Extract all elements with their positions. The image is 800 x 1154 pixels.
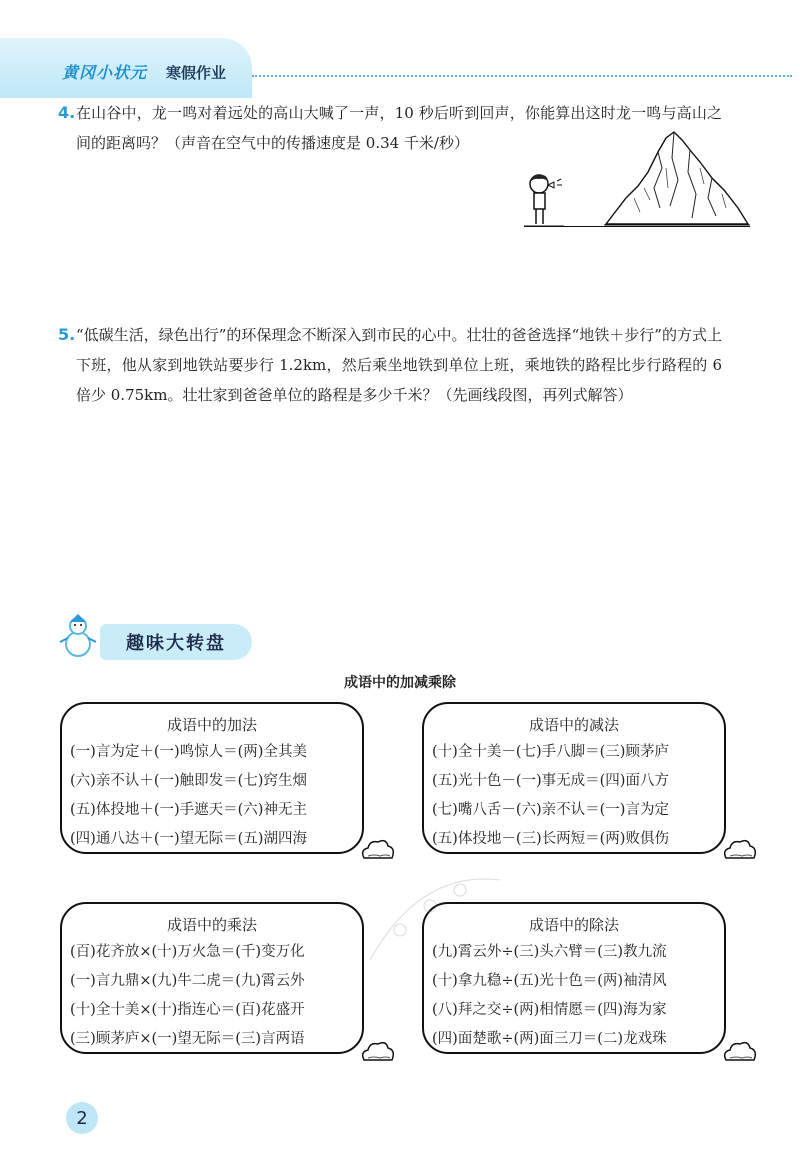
idiom-box-multiplication (60, 902, 364, 1054)
idiom-equation: (七)嘴八舌－(六)亲不认＝(一)言为定 (432, 802, 669, 818)
idiom-equation: (五)光十色－(一)事无成＝(四)面八方 (432, 773, 669, 789)
page-number: 2 (66, 1102, 98, 1134)
brand-logo: 黄冈小状元 (62, 63, 148, 82)
idiom-equation: (四)面楚歌÷(两)面三刀＝(二)龙戏珠 (432, 1031, 667, 1047)
idiom-equation: (九)霄云外÷(三)头六臂＝(三)教九流 (432, 944, 667, 960)
idiom-equation: (四)通八达＋(一)望无际＝(五)湖四海 (70, 831, 307, 847)
cloud-icon (722, 1040, 758, 1064)
watermark-stamp (360, 860, 510, 970)
cloud-icon (360, 838, 396, 862)
page-header (0, 38, 800, 98)
question-5 (58, 320, 722, 410)
question-number: 5. (58, 325, 76, 344)
header-title: 寒假作业 (166, 64, 227, 82)
idiom-equation: (六)亲不认＋(一)触即发＝(七)窍生烟 (70, 773, 307, 789)
cloud-icon (722, 838, 758, 862)
mountain-illustration (604, 128, 750, 228)
ground-line (524, 226, 750, 227)
idiom-equation: (十)全十美－(七)手八脚＝(三)顾茅庐 (432, 744, 669, 760)
question-number: 4. (58, 103, 76, 122)
snowman-icon (54, 612, 102, 660)
box-title: 成语中的乘法 (166, 916, 257, 934)
idiom-box-subtraction (422, 702, 726, 854)
idiom-box-addition (60, 702, 364, 854)
idiom-equation: (十)全十美×(十)指连心＝(百)花盛开 (70, 1002, 305, 1018)
box-title: 成语中的除法 (528, 916, 619, 934)
cloud-icon (360, 1040, 396, 1064)
idiom-equation: (五)体投地＋(一)手遮天＝(六)神无主 (70, 802, 307, 818)
idiom-equation: (三)顾茅庐×(一)望无际＝(三)言两语 (70, 1031, 305, 1047)
idiom-equation: (十)拿九稳÷(五)光十色＝(两)袖清风 (432, 973, 667, 989)
question-text: 在山谷中，龙一鸣对着远处的高山大喊了一声，10 秒后听到回声，你能算出这时龙一鸣与高山之间的距离吗？（声音在空气中的传播速度是 0.34 千米/秒） (76, 104, 722, 152)
idiom-equation: (五)体投地－(三)长两短＝(两)败俱伤 (432, 831, 669, 847)
section-title: 趣味大转盘 (126, 633, 226, 654)
box-title: 成语中的加法 (166, 716, 257, 734)
idiom-equation: (一)言九鼎×(九)牛二虎＝(九)霄云外 (70, 973, 305, 989)
idiom-equation: (一)言为定＋(一)鸣惊人＝(两)全其美 (70, 744, 307, 760)
header-divider (252, 75, 792, 77)
section-banner (100, 624, 252, 660)
question-text: “低碳生活，绿色出行”的环保理念不断深入到市民的心中。壮壮的爸爸选择“地铁＋步行”的方式上下班，他从家到地铁站要步行 1.2km，然后乘坐地铁到单位上班，乘地铁的路程比步行路程的 6 倍少 0.75km。壮壮家到爸爸单位的路程是多少千米？（先画线段图，再列式解答） (76, 326, 722, 404)
box-title: 成语中的减法 (528, 716, 619, 734)
idiom-equation: (百)花齐放×(十)万火急＝(千)变万化 (70, 944, 305, 960)
boy-shouting-illustration (524, 172, 564, 228)
idiom-main-title: 成语中的加减乘除 (344, 675, 456, 691)
idiom-equation: (八)拜之交÷(两)相情愿＝(四)海为家 (432, 1002, 667, 1018)
